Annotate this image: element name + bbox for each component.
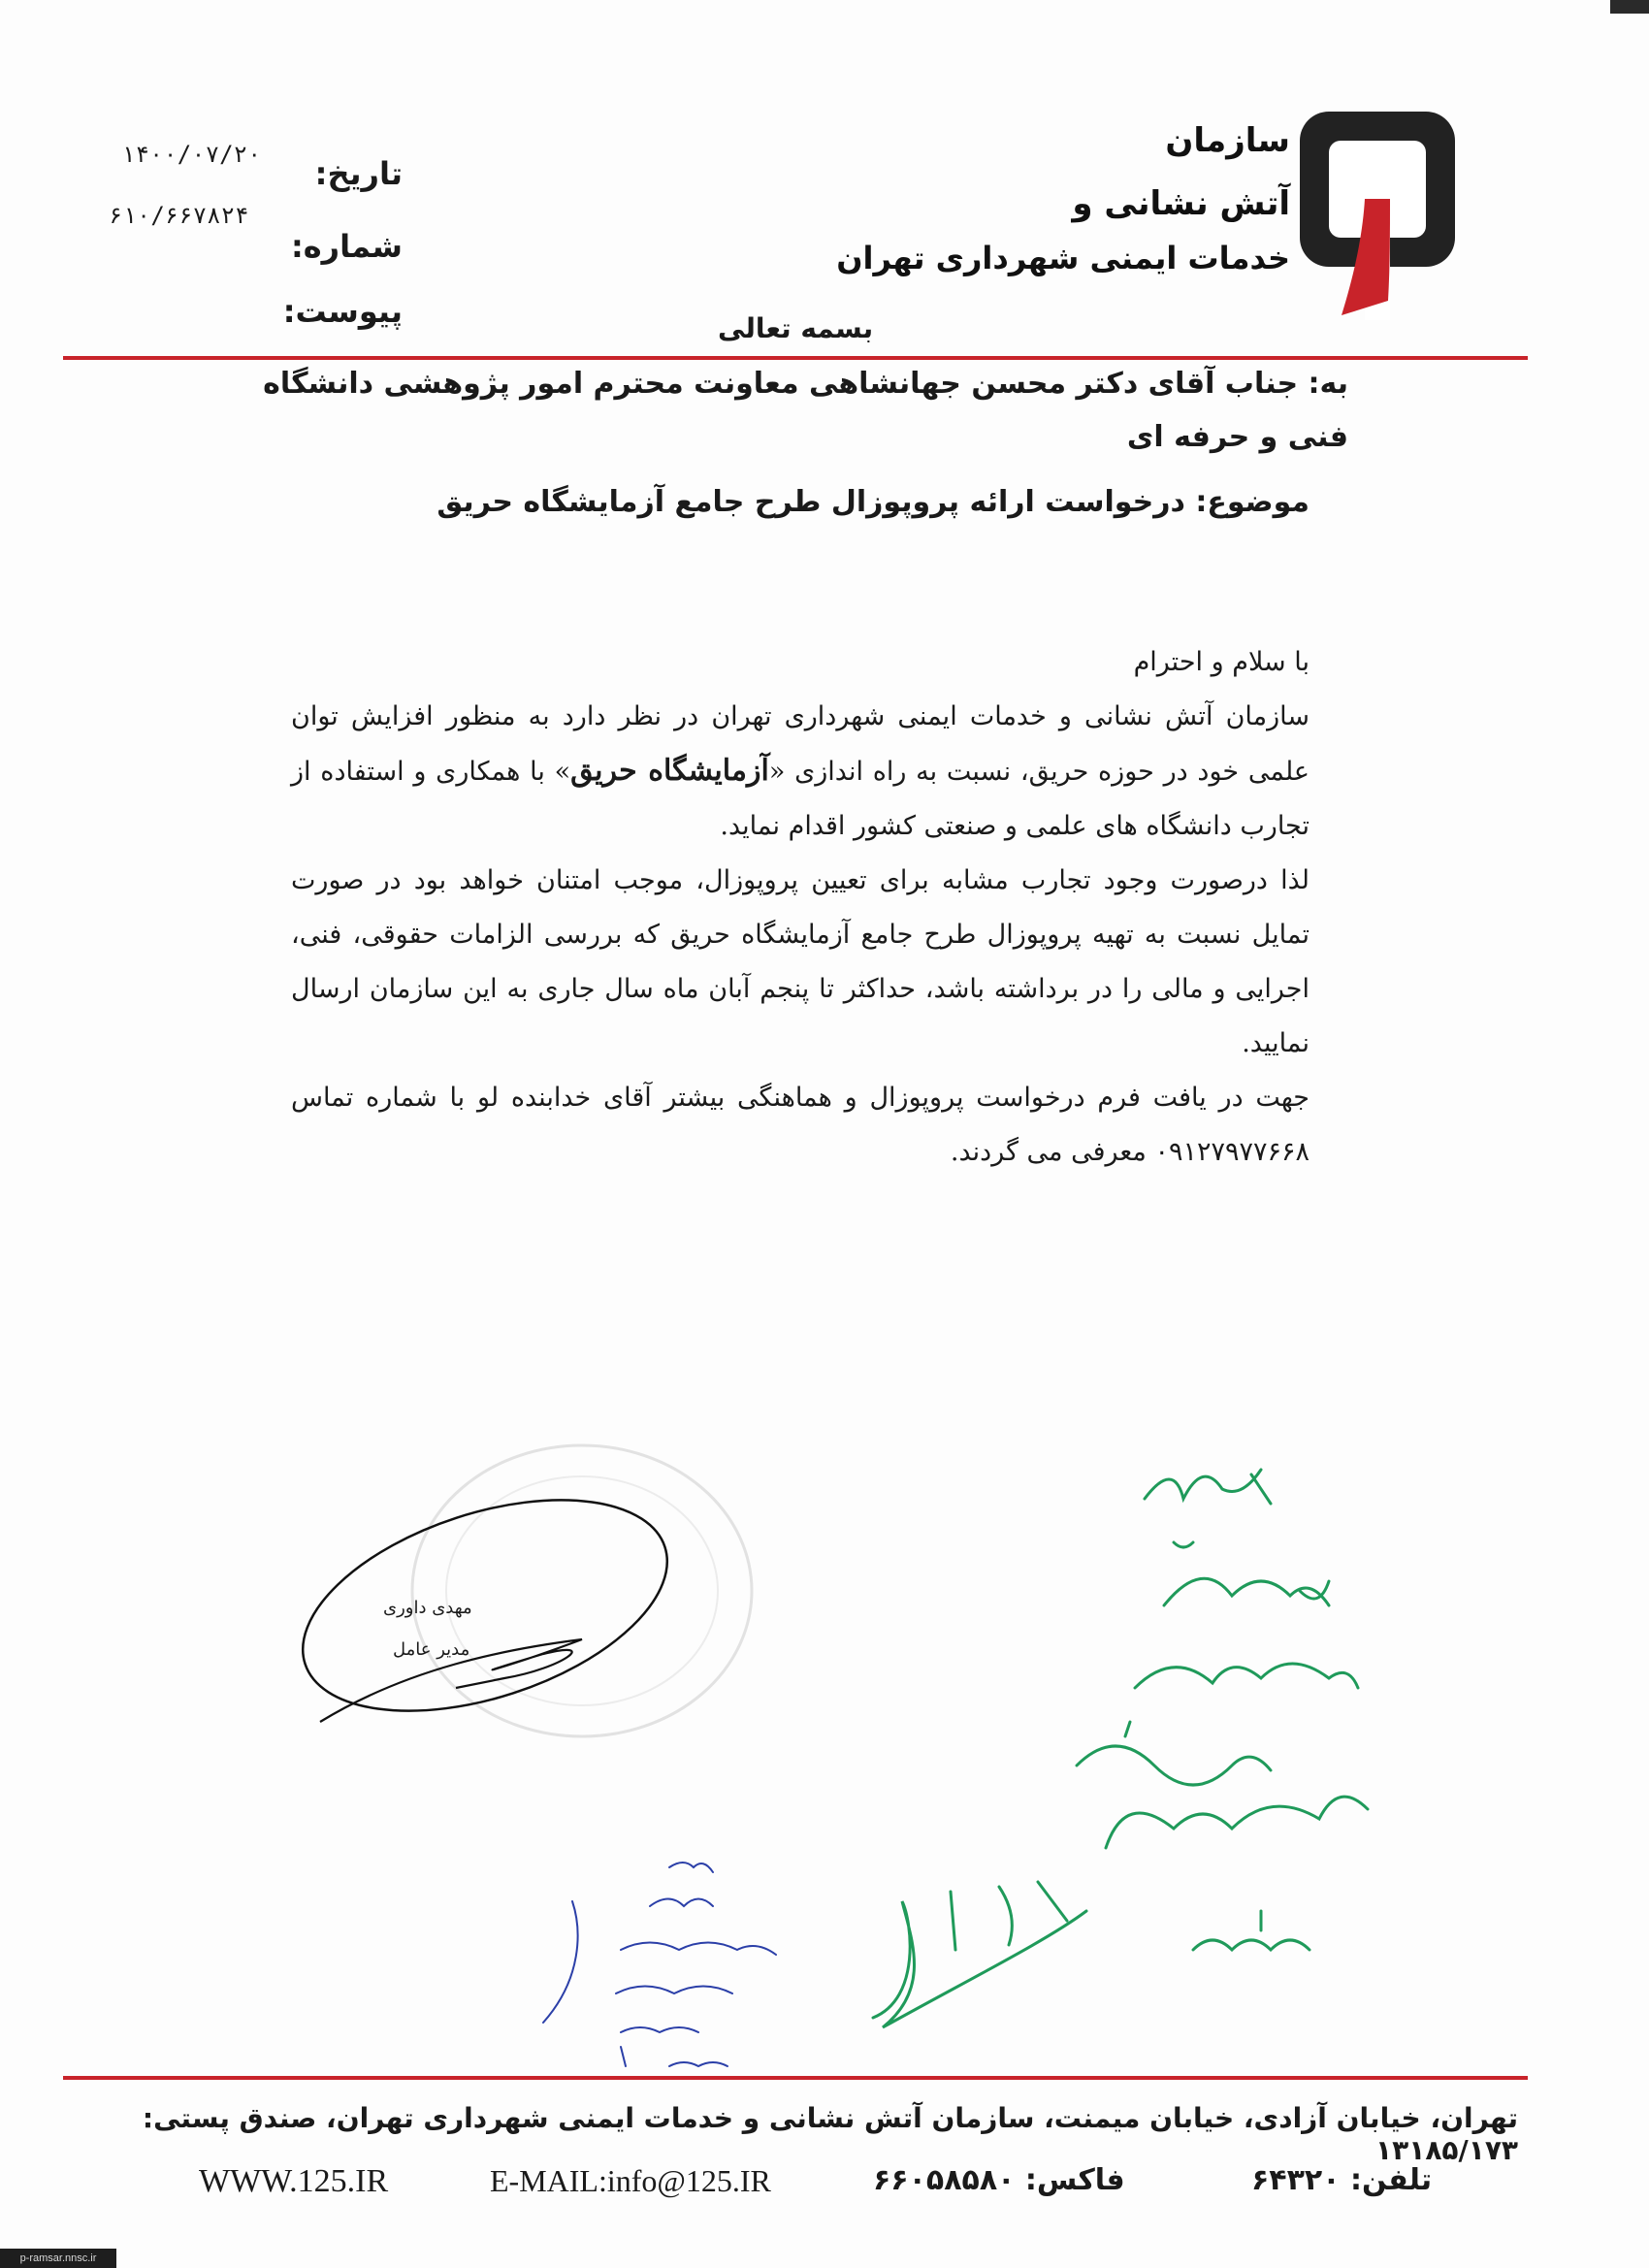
- subject: موضوع: درخواست ارائه پروپوزال طرح جامع آزمایشگاه حریق: [436, 485, 1310, 519]
- basmala: بسمه تعالی: [718, 312, 874, 344]
- date-value: ۱۴۰۰/۰۷/۲۰: [121, 141, 262, 168]
- footer-fax: فاکس: ۶۶۰۵۸۵۸۰: [873, 2163, 1125, 2197]
- footer-address: تهران، خیابان آزادی، خیابان میمنت، سازمان آتش نشانی و خدمات ایمنی شهرداری تهران، صندق پستی: ۱۳۱۸۵/۱۷۳: [142, 2102, 1518, 2166]
- footer-email[interactable]: E-MAIL:info@125.IR: [490, 2163, 771, 2198]
- attachment-label: پیوست:: [282, 293, 403, 330]
- addressee: به: جناب آقای دکتر محسن جهانشاهی معاونت محترم امور پژوهشی دانشگاه فنی و حرفه ای: [263, 367, 1348, 454]
- org-name-line2: آتش نشانی و: [1072, 184, 1290, 223]
- paragraph-1: [291, 690, 1310, 854]
- number-label: شماره:: [290, 228, 403, 265]
- paragraph-1-start: سازمان آتش نشانی و خدمات ایمنی شهرداری تهران در نظر دارد به منظور افزایش توان علمی خود در حوزه حریق، نسبت به راه اندازی «: [291, 701, 1310, 787]
- signer-name: مهدی داوری: [383, 1598, 472, 1618]
- number-value: ۶۱۰/۶۶۷۸۲۴: [109, 202, 249, 229]
- date-label: تاریخ:: [314, 155, 403, 192]
- scan-corner-mark: [1610, 0, 1649, 14]
- paragraph-1-end: » با همکاری و استفاده از تجارب دانشگاه های علمی و صنعتی کشور اقدام نماید.: [291, 757, 1310, 841]
- lab-name-emphasis: آزمایشگاه حریق: [570, 754, 769, 788]
- greeting: با سلام و احترام: [1133, 647, 1310, 677]
- fire-department-logo-icon: [1295, 107, 1460, 320]
- org-name-line1: سازمان: [1165, 121, 1290, 160]
- footer-divider: [63, 2076, 1528, 2080]
- paragraph-3: جهت در یافت فرم درخواست پروپوزال و هماهنگی بیشتر آقای خدابنده لو با شماره تماس ۰۹۱۲۷۹۷۷۶۶۸ معرفی می گردند.: [291, 1083, 1310, 1167]
- official-stamp-icon: [291, 1426, 815, 1756]
- green-handwritten-note-icon: [873, 1470, 1368, 2027]
- site-watermark: p-ramsar.nnsc.ir: [0, 2249, 116, 2268]
- paragraph-2: لذا درصورت وجود تجارب مشابه برای تعیین پروپوزال، موجب امتنان خواهد بود در صورت تمایل نسبت به تهیه پروپوزال طرح جامع آزمایشگاه حریق که بررسی الزامات حقوقی، فنی، اجرایی و مالی را در برداشته باشد، حداکثر تا پنجم آبان ماه سال جاری به این سازمان ارسال نمایید.: [291, 865, 1310, 1058]
- org-name-line3: خدمات ایمنی شهرداری تهران: [836, 240, 1290, 276]
- letter-body: [291, 635, 1310, 1180]
- blue-handwritten-note-icon: [543, 1863, 776, 2066]
- footer-phone: تلفن: ۶۴۳۲۰: [1251, 2163, 1433, 2197]
- signer-title: مدیر عامل: [393, 1639, 470, 1660]
- footer-website[interactable]: WWW.125.IR: [199, 2163, 389, 2199]
